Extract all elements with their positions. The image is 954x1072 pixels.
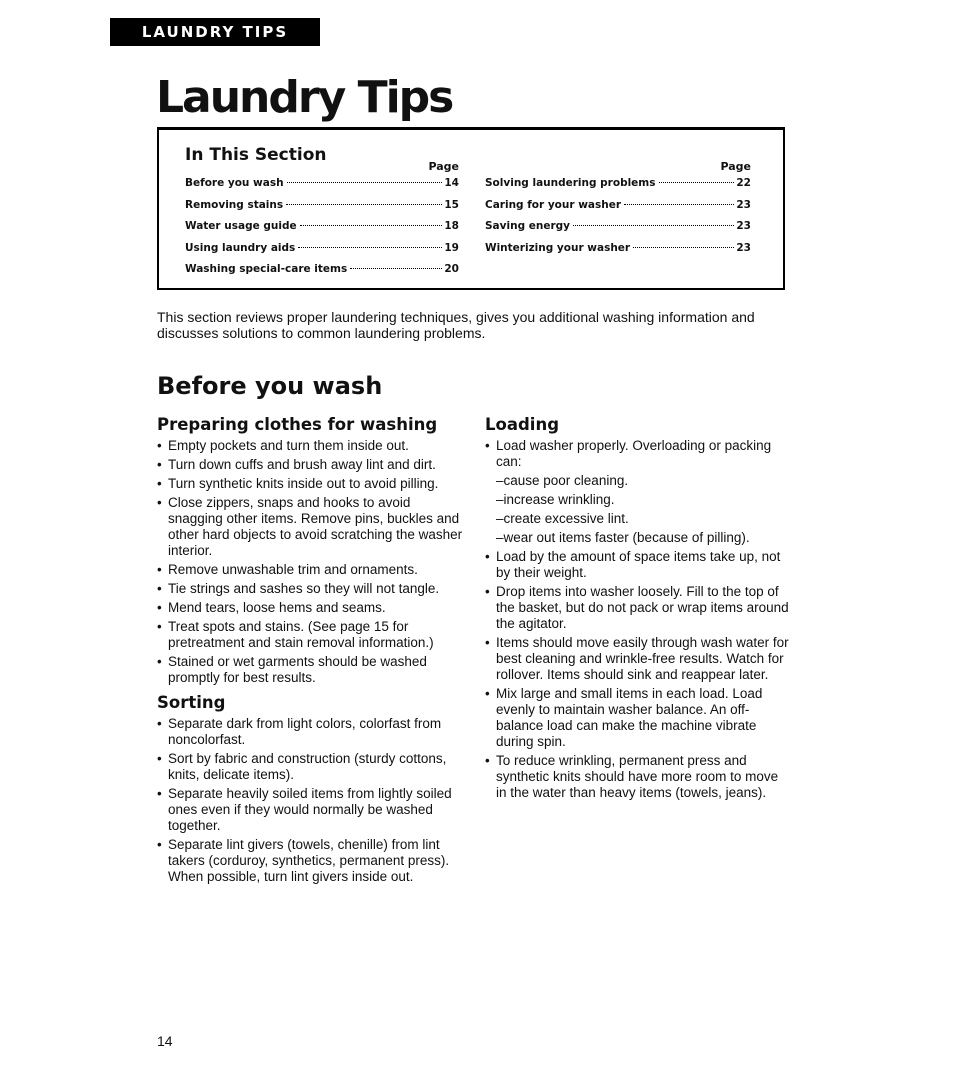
toc-leader-dots xyxy=(300,225,443,226)
toc-entry xyxy=(185,242,459,264)
toc-entry xyxy=(185,199,459,221)
page-number: 14 xyxy=(157,1033,173,1049)
list-item: • Drop items into washer loosely. Fill to the top of the basket, but do not pack or wrap items around the agitator. xyxy=(485,584,789,632)
consequence-line: –wear out items faster (because of pilling). xyxy=(496,530,750,545)
toc-leader-dots xyxy=(573,225,734,226)
toc-entry xyxy=(185,177,459,199)
in-this-section-box xyxy=(157,127,785,290)
toc-entry-label: Removing stains xyxy=(185,198,284,211)
list-item: • To reduce wrinkling, permanent press and synthetic knits should have more room to move in the water than heavy items (towels, jeans). xyxy=(485,753,789,801)
sorting-list xyxy=(157,716,463,885)
consequence-line: –create excessive lint. xyxy=(496,511,629,526)
loading-first-item-text: Load washer properly. Overloading or packing can: xyxy=(496,438,772,469)
toc-entry-label: Washing special-care items xyxy=(185,263,348,275)
toc-page-label: Page xyxy=(428,160,459,173)
list-item: • Separate lint givers (towels, chenille) from lint takers (corduroy, synthetics, permanent press). When possible, turn lint givers inside out. xyxy=(157,837,463,885)
list-item: • Turn down cuffs and brush away lint and dirt. xyxy=(157,457,463,473)
toc-entry-label: Solving laundering problems xyxy=(485,177,656,189)
list-item: • Treat spots and stains. (See page 15 for pretreatment and stain removal information.) xyxy=(157,619,463,651)
toc-entry xyxy=(185,263,459,285)
list-item: • Close zippers, snaps and hooks to avoid snagging other items. Remove pins, buckles and other hard objects to avoid scratching the washer interior. xyxy=(157,495,463,559)
toc-leader-dots xyxy=(287,182,443,183)
toc-leader-dots xyxy=(298,247,442,248)
toc-entry-page: 22 xyxy=(736,177,751,189)
toc-leader-dots xyxy=(624,204,734,205)
loading-heading: Loading xyxy=(485,415,560,434)
right-column xyxy=(485,414,789,804)
toc-entry-label: Water usage guide xyxy=(185,220,297,232)
toc-entry-page: 14 xyxy=(444,177,459,189)
list-item: • Load by the amount of space items take up, not by their weight. xyxy=(485,549,789,581)
toc-page-label: Page xyxy=(720,160,751,173)
list-item: • Tie strings and sashes so they will not tangle. xyxy=(157,581,463,597)
list-item: • Separate heavily soiled items from lightly soiled ones even if they would normally be washed together. xyxy=(157,786,463,834)
toc-entry-label: Before you wash xyxy=(185,177,284,189)
toc-entry-page: 18 xyxy=(444,220,459,232)
consequence-line: –increase wrinkling. xyxy=(496,492,615,507)
toc-leader-dots xyxy=(633,247,734,248)
list-item: • Stained or wet garments should be washed promptly for best results. xyxy=(157,654,463,686)
toc-entry-label: Using laundry aids xyxy=(185,241,296,254)
toc-entry xyxy=(485,220,751,242)
section-intro: This section reviews proper laundering techniques, gives you additional washing information and discusses solutions to common laundering problems. xyxy=(157,309,755,341)
toc-entry xyxy=(185,220,459,242)
toc-entry-page: 23 xyxy=(736,220,751,232)
toc-entry-label: Caring for your washer xyxy=(485,198,622,211)
preparing-heading: Preparing clothes for washing xyxy=(157,415,438,434)
list-item xyxy=(485,438,789,546)
sorting-heading: Sorting xyxy=(157,693,226,712)
left-column xyxy=(157,414,463,888)
toc-entry-page: 23 xyxy=(736,198,751,211)
toc-right-column xyxy=(485,160,751,263)
toc-left-column xyxy=(185,160,459,285)
toc-leader-dots xyxy=(659,182,735,183)
loading-list xyxy=(485,438,789,801)
list-item: • Items should move easily through wash water for best cleaning and wrinkle-free results. Watch for rollover. Items should sink and reappear later. xyxy=(485,635,789,683)
list-item: • Mend tears, loose hems and seams. xyxy=(157,600,463,616)
before-you-wash-heading: Before you wash xyxy=(157,372,383,400)
toc-entry-page: 23 xyxy=(736,241,751,254)
toc-entry-label: Winterizing your washer xyxy=(485,241,631,254)
toc-entry-page: 15 xyxy=(444,198,459,211)
toc-entry-label: Saving energy xyxy=(485,220,570,232)
preparing-list xyxy=(157,438,463,686)
toc-heading: In This Section xyxy=(185,145,327,165)
toc-entry xyxy=(485,242,751,264)
list-item: • Empty pockets and turn them inside out. xyxy=(157,438,463,454)
toc-entry xyxy=(485,177,751,199)
toc-entry-page: 19 xyxy=(444,241,459,254)
list-item: • Turn synthetic knits inside out to avoid pilling. xyxy=(157,476,463,492)
toc-leader-dots xyxy=(286,204,442,205)
toc-entry-page: 20 xyxy=(444,263,459,275)
consequence-line: –cause poor cleaning. xyxy=(496,473,629,488)
list-item: • Sort by fabric and construction (sturdy cottons, knits, delicate items). xyxy=(157,751,463,783)
section-tab: LAUNDRY TIPS xyxy=(110,18,320,46)
page-title: Laundry Tips xyxy=(156,72,453,123)
list-item: • Mix large and small items in each load. Load evenly to maintain washer balance. An off-balance load can make the machine vibrate during spin. xyxy=(485,686,789,750)
toc-entry xyxy=(485,199,751,221)
list-item: • Separate dark from light colors, colorfast from noncolorfast. xyxy=(157,716,463,748)
list-item: • Remove unwashable trim and ornaments. xyxy=(157,562,463,578)
toc-leader-dots xyxy=(350,268,442,269)
